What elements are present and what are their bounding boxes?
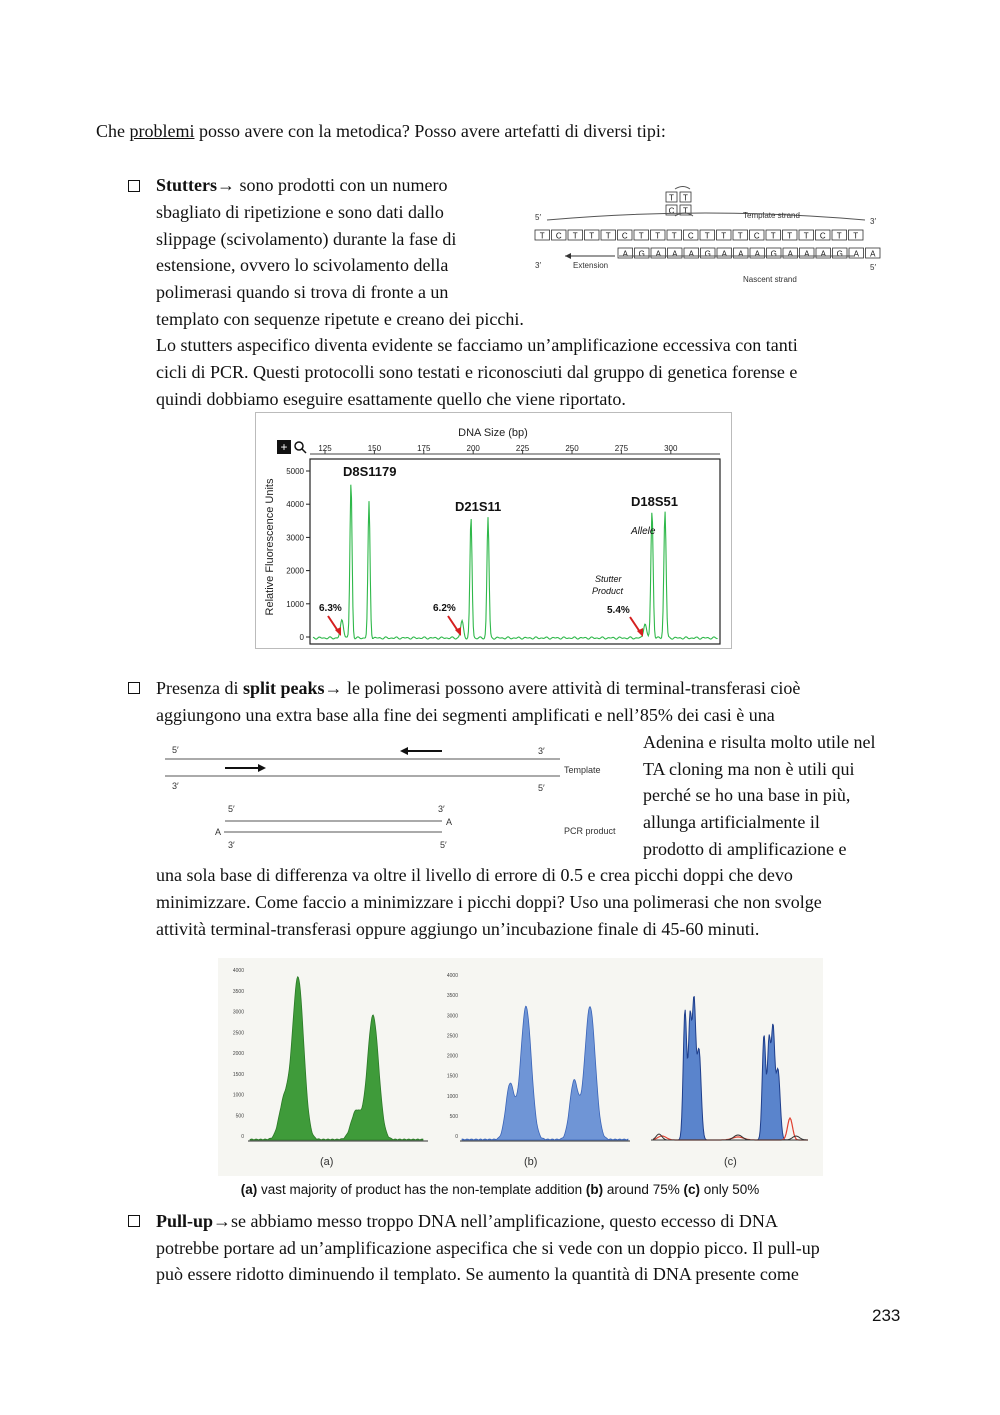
split-line-9: minimizzare. Come faccio a minimizzare i picchi doppi? Uso una polimerasi che non svolge [156, 892, 822, 912]
y-tick-label: 1000 [232, 1092, 244, 1099]
intro-text: Che [96, 121, 130, 141]
base-letter: T [853, 231, 859, 241]
base-letter: A [804, 249, 810, 259]
caption-a-text: vast majority of product has the non-template addition [257, 1182, 586, 1197]
base-letter: T [836, 231, 842, 241]
base-letter: T [655, 231, 661, 241]
base-letter: G [704, 249, 711, 259]
pcr-product-diagram [160, 740, 635, 855]
stutters-line-6: templato con sequenze ripetute e creano dei picchi. [156, 309, 524, 329]
y-tick-label: 500 [235, 1113, 244, 1120]
y-tick-label: 3500 [446, 993, 458, 1000]
y-tick-label: 2000 [446, 1053, 458, 1060]
prime-label: 3′ [535, 261, 541, 270]
stutters-line-3: slippage (scivolamento) durante la fase di [156, 229, 457, 249]
base-letter: T [787, 231, 793, 241]
pullup-line-1 [156, 1208, 778, 1235]
stutters-line-9: quindi dobbiamo eseguire esattamente quello che viene riportato. [156, 389, 626, 409]
split-line-8: una sola base di differenza va oltre il livello di errore di 0.5 e crea picchi doppi che devo [156, 865, 793, 885]
template-label: Template [564, 765, 601, 775]
stutters-line-1 [156, 172, 447, 199]
split-text: le polimerasi possono avere attività di terminal-transferasi cioè [342, 678, 801, 698]
loop-base-letter: T [683, 206, 688, 216]
loop-base-letter: T [683, 193, 688, 203]
overhang-a: A [215, 827, 222, 837]
arrow-icon: → [217, 175, 235, 195]
y-tick-label: 500 [449, 1113, 458, 1120]
nascent-strand-label: Nascent strand [743, 275, 797, 284]
arrow-icon: → [324, 678, 343, 698]
prime-label: 3′ [538, 746, 545, 756]
y-tick-label: 2000 [286, 566, 304, 576]
split-line-5: perché se ho una base in più, [643, 785, 851, 805]
y-tick-label: 5000 [286, 467, 304, 476]
base-letter: T [803, 231, 809, 241]
base-letter: T [638, 231, 644, 241]
base-letter: T [721, 231, 727, 241]
prime-label: 3′ [228, 840, 235, 850]
prime-label: 3′ [870, 217, 876, 226]
base-letter: T [704, 231, 710, 241]
prime-label: 5′ [228, 804, 235, 814]
intro-text-rest: posso avere con la metodica? Posso avere artefatti di diversi tipi: [194, 121, 666, 141]
y-axis-title: Relative Fluorescence Units [264, 478, 276, 616]
base-letter: A [754, 249, 760, 259]
base-letter: C [687, 231, 694, 241]
base-letter: A [820, 249, 826, 259]
checkbox-split-peaks [128, 682, 140, 694]
split-line-3: Adenina e risulta molto utile nel [643, 732, 876, 752]
intro-underlined-word: problemi [129, 121, 195, 141]
split-line-10: attività terminal-transferasi oppure aggiungo un’incubazione finale di 45-60 minuti. [156, 919, 760, 939]
y-tick-label: 4000 [232, 968, 244, 974]
panel-label-a: (a) [320, 1156, 334, 1168]
panel-label-c: (c) [724, 1156, 737, 1168]
base-letter: A [870, 249, 876, 259]
y-tick-label: 4000 [446, 973, 458, 979]
x-tick-label: 300 [664, 444, 678, 453]
base-letter: A [721, 249, 727, 259]
caption-b-text: around 75% [603, 1182, 684, 1197]
slippage-diagram [525, 186, 885, 286]
x-tick-label: 225 [515, 444, 530, 453]
split-line-4: TA cloning ma non è utili qui [643, 759, 855, 779]
base-letter: A [738, 249, 744, 259]
loop-base-letter: T [669, 193, 674, 203]
base-letter: A [787, 249, 793, 259]
y-tick-label: 1000 [286, 599, 304, 609]
stutters-line-7: Lo stutters aspecifico diventa evidente se facciamo un’amplificazione eccessiva con tanti [156, 335, 798, 355]
base-letter: C [621, 231, 628, 241]
prime-label: 3′ [438, 804, 445, 814]
locus-label: D18S51 [631, 494, 678, 509]
pcr-product-label: PCR product [564, 826, 616, 836]
nascent-sequence [618, 248, 880, 258]
pullup-title: Pull-up [156, 1211, 214, 1231]
stutters-line-5: polimerasi quando si trova di fronte a un [156, 282, 449, 302]
overhang-a: A [446, 817, 453, 827]
base-letter: T [737, 231, 743, 241]
base-letter: T [605, 231, 611, 241]
base-letter: C [753, 231, 760, 241]
extension-label: Extension [573, 261, 609, 270]
y-tick-label: 1500 [446, 1073, 458, 1080]
base-letter: A [622, 249, 628, 259]
non-template-addition-figure [218, 958, 823, 1176]
x-tick-label: 275 [614, 444, 629, 453]
x-axis-title: DNA Size (bp) [458, 427, 528, 439]
caption-c: (c) [683, 1182, 700, 1197]
stutters-line-2: sbagliato di ripetizione e sono dati dallo [156, 202, 444, 222]
y-tick-label: 3000 [232, 1009, 244, 1016]
y-tick-label: 2500 [232, 1030, 244, 1037]
panel-label-b: (b) [524, 1156, 538, 1168]
base-letter: C [555, 231, 562, 241]
caption-c-text: only 50% [699, 1182, 760, 1197]
base-letter: G [638, 249, 645, 259]
stutter-percent: 5.4% [607, 605, 630, 616]
y-tick-label: 3500 [232, 988, 244, 995]
template-strand-label: Template strand [743, 211, 800, 220]
y-tick-label: 4000 [286, 500, 304, 510]
caption-b: (b) [585, 1182, 604, 1197]
figure-caption [0, 1182, 1000, 1197]
stutters-line-8: cicli di PCR. Questi protocolli sono testati e riconosciuti dal gruppo di genetica forense e [156, 362, 798, 382]
base-letter: T [572, 231, 578, 241]
y-tick-label: 0 [241, 1134, 244, 1140]
stutter-label: Product [592, 586, 624, 596]
split-line-2: aggiungono una extra base alla fine dei segmenti amplificati e nell’85% dei casi è una [156, 705, 775, 725]
split-line-1 [156, 675, 800, 702]
stutters-line-4: estensione, ovvero lo scivolamento della [156, 255, 449, 275]
y-tick-label: 0 [299, 633, 304, 642]
checkbox-stutters [128, 180, 140, 192]
pullup-line-3: può essere ridotto diminuendo il templato. Se aumento la quantità di DNA presente come [156, 1264, 799, 1284]
base-letter: G [770, 249, 777, 259]
split-line-6: allunga artificialmente il [643, 812, 820, 832]
split-line-7: prodotto di amplificazione e [643, 839, 847, 859]
prime-label: 5′ [172, 745, 179, 755]
allele-label: Allele [631, 526, 656, 537]
prime-label: 5′ [440, 840, 447, 850]
stutter-label: Stutter [595, 574, 622, 584]
pullup-line-2: potrebbe portare ad un’amplificazione aspecifica che si vede con un doppio picco. Il pull-up [156, 1238, 820, 1258]
prime-label: 5′ [870, 263, 876, 272]
loop-base-letter: C [668, 206, 675, 216]
checkbox-pull-up [128, 1215, 140, 1227]
y-tick-label: 2000 [232, 1051, 244, 1057]
base-letter: T [671, 231, 677, 241]
arrow-icon: → [213, 1211, 232, 1231]
x-tick-label: 200 [466, 444, 480, 453]
intro-line [96, 118, 666, 145]
x-tick-label: 150 [367, 444, 382, 453]
stutter-percent: 6.2% [433, 603, 456, 614]
pullup-text: se abbiamo messo troppo DNA nell’amplificazione, questo eccesso di DNA [231, 1211, 778, 1231]
template-sequence [535, 230, 863, 240]
x-tick-label: 175 [417, 444, 431, 453]
y-tick-label: 2500 [446, 1033, 458, 1040]
base-letter: C [819, 231, 826, 241]
base-letter: A [853, 249, 859, 259]
locus-label: D8S1179 [343, 464, 397, 479]
template-strand-line [547, 213, 865, 220]
stutters-title: Stutters [156, 175, 217, 195]
x-tick-label: 125 [318, 444, 332, 453]
prime-label: 5′ [538, 783, 545, 793]
prime-label: 5′ [535, 213, 541, 222]
page-number: 233 [872, 1306, 901, 1325]
y-tick-label: 1000 [446, 1093, 458, 1100]
locus-label: D21S11 [455, 499, 502, 514]
split-lead: Presenza di [156, 678, 243, 698]
x-tick-label: 250 [565, 444, 579, 453]
y-tick-label: 3000 [286, 533, 304, 543]
svg-text:+: + [280, 440, 288, 454]
stutters-text: sono prodotti con un numero [235, 175, 448, 195]
y-tick-label: 1500 [232, 1071, 244, 1078]
split-title: split peaks [242, 678, 325, 698]
base-letter: T [539, 231, 545, 241]
caption-a: (a) [240, 1182, 258, 1197]
stutter-electropherogram [255, 412, 733, 650]
prime-label: 3′ [172, 781, 179, 791]
base-letter: T [770, 231, 776, 241]
base-letter: T [589, 231, 595, 241]
base-letter: A [655, 249, 661, 259]
slippage-loop [666, 187, 691, 216]
loop-curve [675, 187, 690, 190]
stutter-percent: 6.3% [319, 603, 342, 614]
base-letter: A [672, 249, 678, 259]
base-letter: A [688, 249, 694, 259]
base-letter: G [836, 249, 843, 259]
y-tick-label: 3000 [446, 1013, 458, 1020]
y-tick-label: 0 [455, 1134, 458, 1140]
